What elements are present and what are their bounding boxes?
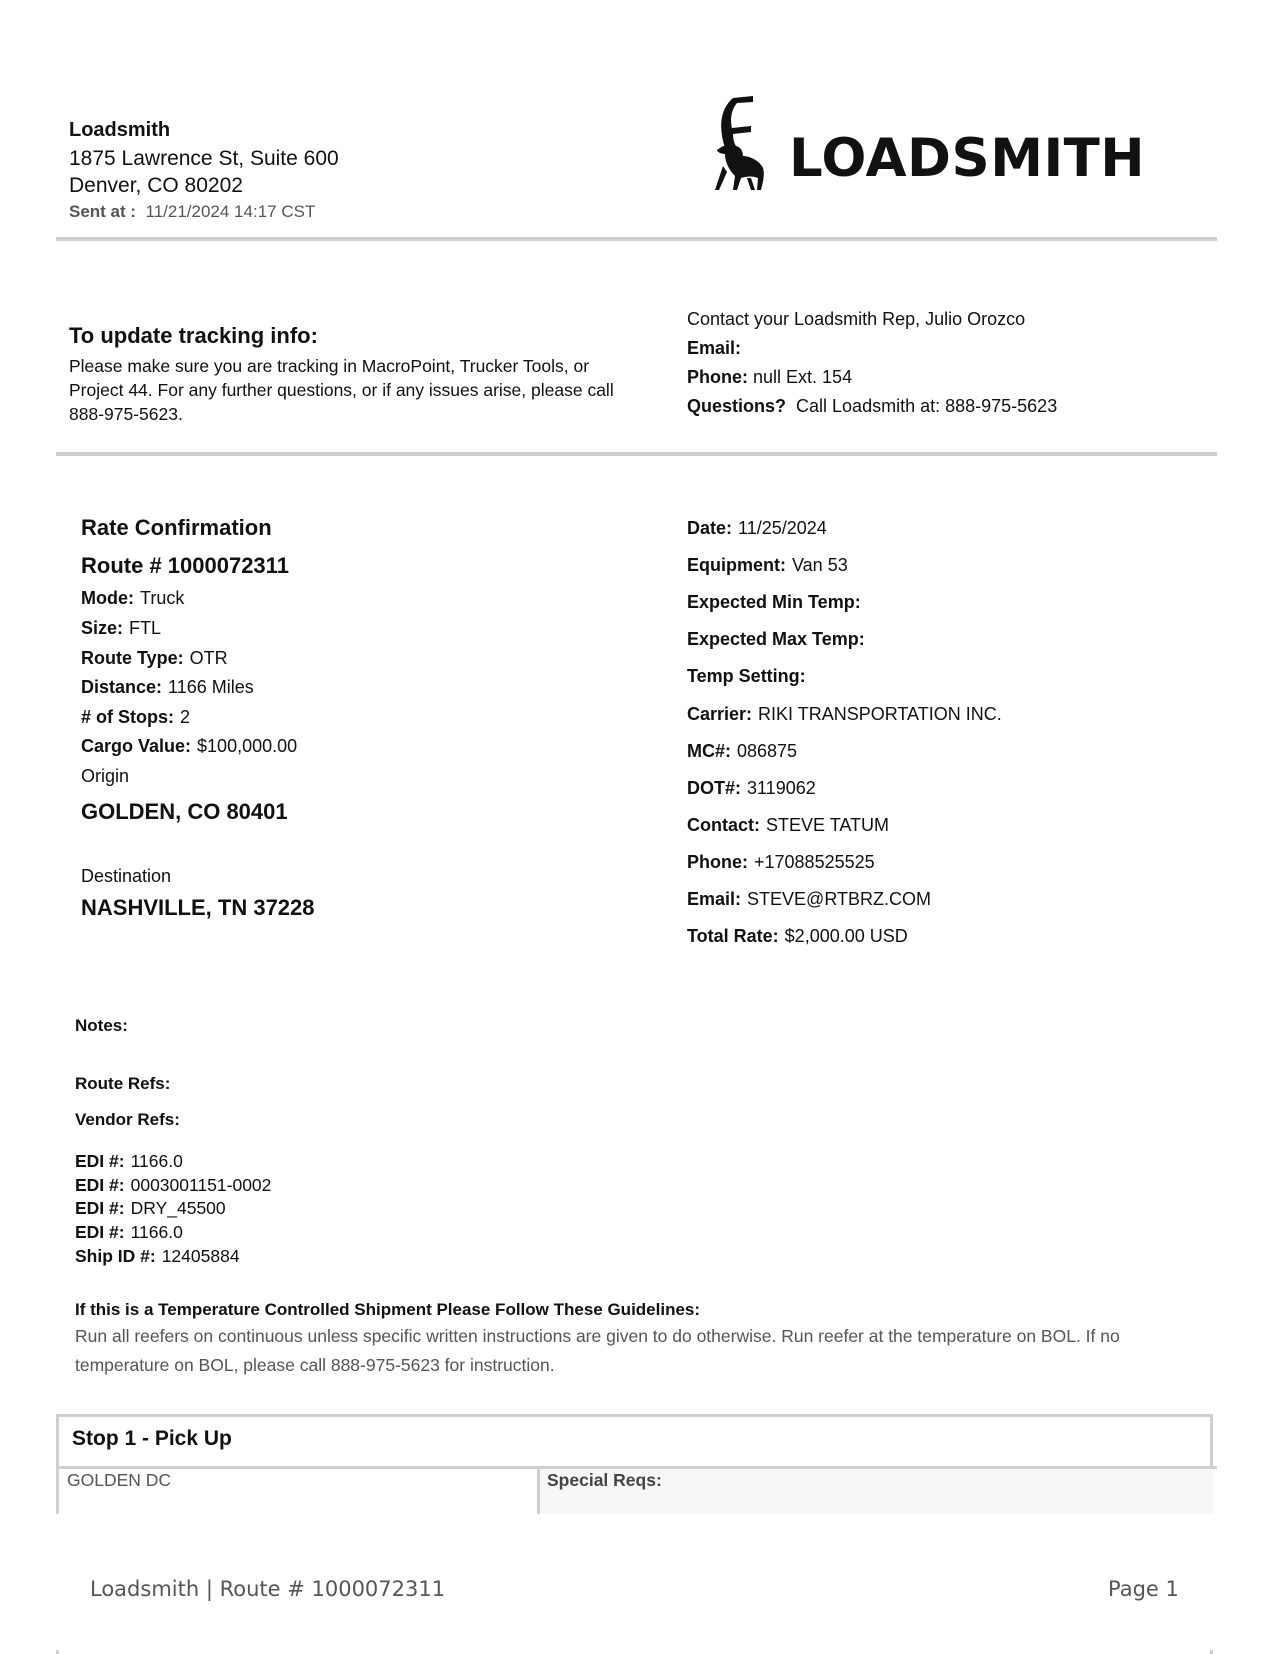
carrier-phone-value: +17088525525: [754, 852, 875, 872]
footer-route: Loadsmith | Route # 1000072311: [90, 1577, 446, 1601]
rate-confirmation-title: Rate Confirmation: [81, 515, 272, 540]
date-label: Date:: [687, 518, 733, 538]
distance-value: 1166 Miles: [168, 677, 254, 697]
carrier-value: RIKI TRANSPORTATION INC.: [758, 704, 1002, 724]
carrier-email-row: [687, 889, 931, 910]
rep-contact: Contact your Loadsmith Rep, Julio Orozco: [687, 309, 1026, 329]
carrier-phone-row: [687, 852, 875, 873]
mode-label: Mode:: [81, 588, 134, 608]
company-name: Loadsmith: [69, 119, 171, 141]
destination-label: Destination: [81, 866, 172, 886]
route-refs-label: Route Refs:: [75, 1074, 171, 1093]
ref-value: 12405884: [161, 1246, 240, 1266]
date-row: [687, 518, 827, 539]
stop-location-name: GOLDEN DC: [67, 1470, 172, 1490]
ref-label: EDI #:: [75, 1151, 125, 1171]
temp-setting-row: [687, 666, 812, 687]
temp-setting-label: Temp Setting:: [687, 666, 806, 686]
carrier-email-value: STEVE@RTBRZ.COM: [747, 889, 931, 909]
temperature-guidelines-title: If this is a Temperature Controlled Shipment Please Follow These Guidelines:: [75, 1300, 701, 1319]
ref-row: [75, 1151, 183, 1172]
stops-value: 2: [180, 707, 191, 727]
tracking-divider: [56, 452, 1217, 456]
max-temp-row: [687, 629, 871, 650]
route-type-row: [81, 648, 228, 669]
rep-email-label: Email:: [687, 338, 742, 358]
ref-value: 1166.0: [130, 1222, 183, 1242]
sent-at: [69, 202, 315, 222]
stop-title: Stop 1 - Pick Up: [72, 1427, 232, 1450]
min-temp-label: Expected Min Temp:: [687, 592, 861, 612]
sent-at-value: 11/21/2024 14:17 CST: [145, 202, 316, 221]
route-number: Route # 1000072311: [81, 553, 289, 578]
carrier-phone-label: Phone:: [687, 852, 748, 872]
cargo-value-row: [81, 736, 297, 757]
page-number: Page 1: [1108, 1577, 1179, 1601]
questions-label: Questions?: [687, 396, 787, 416]
rep-phone-label: Phone:: [687, 367, 748, 387]
ref-row: [75, 1198, 226, 1219]
company-address-line1: 1875 Lawrence St, Suite 600: [69, 147, 339, 170]
equipment-value: Van 53: [792, 555, 848, 575]
loadsmith-logo: [703, 90, 1163, 198]
sent-at-label: Sent at :: [69, 202, 137, 221]
equipment-label: Equipment:: [687, 555, 786, 575]
total-rate-label: Total Rate:: [687, 926, 779, 946]
header-divider: [56, 237, 1217, 241]
ref-value: 0003001151-0002: [130, 1175, 272, 1195]
stops-label: # of Stops:: [81, 707, 174, 727]
questions-line: [687, 396, 1057, 417]
company-address-line2: Denver, CO 80202: [69, 174, 243, 197]
cargo-value-label: Cargo Value:: [81, 736, 192, 756]
mode-row: [81, 588, 184, 609]
equipment-row: [687, 555, 848, 576]
dot-row: [687, 778, 816, 799]
carrier-label: Carrier:: [687, 704, 753, 724]
ref-label: EDI #:: [75, 1175, 125, 1195]
route-type-label: Route Type:: [81, 648, 184, 668]
destination-location: NASHVILLE, TN 37228: [81, 895, 315, 920]
dot-label: DOT#:: [687, 778, 741, 798]
temperature-guidelines-body: Run all reefers on continuous unless specific written instructions are given to do otherwise. Run reefer at the temperature on BOL. If no temperature on BOL, please call 888-975-5623 for instruction.: [75, 1326, 1120, 1375]
tracking-instructions: Please make sure you are tracking in MacroPoint, Trucker Tools, or Project 44. For any further questions, or if any issues arise, please call 888-975-5623.: [69, 356, 614, 424]
contact-value: STEVE TATUM: [766, 815, 890, 835]
dot-value: 3119062: [747, 778, 816, 798]
special-reqs-label: Special Reqs:: [547, 1470, 662, 1490]
stag-icon: [703, 90, 783, 198]
rep-email: [687, 338, 741, 359]
ref-value: 1166.0: [130, 1151, 183, 1171]
total-rate-value: $2,000.00 USD: [784, 926, 908, 946]
mc-value: 086875: [737, 741, 798, 761]
mode-value: Truck: [140, 588, 185, 608]
ref-label: EDI #:: [75, 1198, 125, 1218]
questions-value: Call Loadsmith at: 888-975-5623: [796, 396, 1058, 416]
ref-value: DRY_45500: [130, 1198, 226, 1218]
size-value: FTL: [129, 618, 162, 638]
tracking-title: To update tracking info:: [69, 323, 318, 348]
size-row: [81, 618, 161, 639]
route-type-value: OTR: [189, 648, 228, 668]
origin-label: Origin: [81, 766, 130, 786]
rep-phone-value: null Ext. 154: [753, 367, 853, 387]
carrier-row: [687, 704, 1002, 725]
logo-wordmark: LOADSMITH: [789, 128, 1146, 189]
stops-row: [81, 707, 190, 728]
cargo-value: $100,000.00: [197, 736, 298, 756]
ref-label: EDI #:: [75, 1222, 125, 1242]
min-temp-row: [687, 592, 867, 613]
ref-label: Ship ID #:: [75, 1246, 156, 1266]
rep-phone: [687, 367, 852, 388]
vendor-refs-label: Vendor Refs:: [75, 1110, 180, 1129]
size-label: Size:: [81, 618, 124, 638]
date-value: 11/25/2024: [738, 518, 827, 538]
ref-row: [75, 1175, 271, 1196]
distance-row: [81, 677, 254, 698]
contact-label: Contact:: [687, 815, 760, 835]
contact-row: [687, 815, 889, 836]
max-temp-label: Expected Max Temp:: [687, 629, 865, 649]
distance-label: Distance:: [81, 677, 163, 697]
ref-row: [75, 1246, 240, 1267]
total-rate-row: [687, 926, 908, 947]
origin-location: GOLDEN, CO 80401: [81, 799, 288, 824]
notes-label: Notes:: [75, 1016, 128, 1035]
ref-row: [75, 1222, 183, 1243]
carrier-email-label: Email:: [687, 889, 742, 909]
mc-label: MC#:: [687, 741, 731, 761]
mc-row: [687, 741, 797, 762]
